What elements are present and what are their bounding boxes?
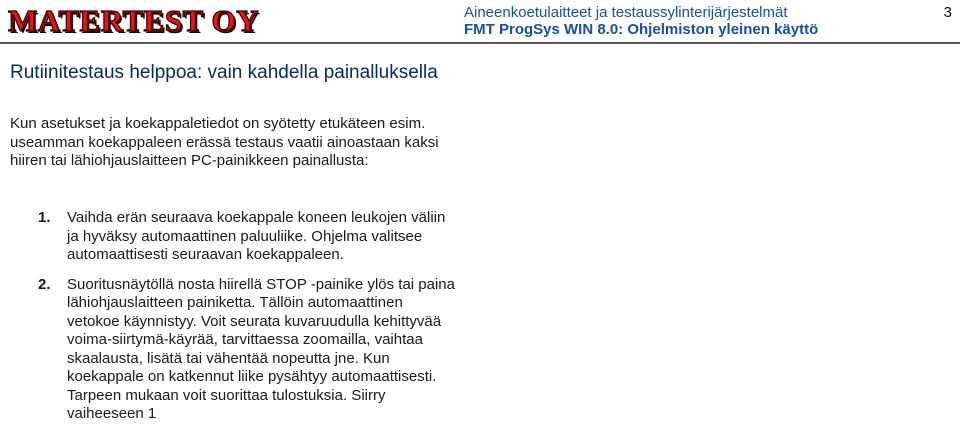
page-number: 3 [943, 4, 952, 21]
step-text: Suoritusnäytöllä nosta hiirellä STOP -painike ylös tai paina lähiohjauslaitteen painiketta. Tällöin automaattinen vetokoe käynnistyy. Voit seurata kuvaruudulla kehittyvää voima-siirtymä-käyrää, tarvittaessa zoomailla, vaihtaa skaalausta, lisätä tai vähentää nopeutta jne. Kun koekappale on katkennut liike pysähtyy automaattisesti. Tarpeen mukaan voit suorittaa tulostuksia. Siirry vaiheeseen 1 [67, 275, 455, 422]
step-text: Vaihda erän seuraava koekappale koneen leukojen väliin ja hyväksy automaattinen paluuliike. Ohjelma valitsee automaattisesti seuraavan koekappaleen. [67, 209, 446, 263]
header-divider [0, 42, 960, 44]
list-item [38, 276, 458, 424]
steps-list [38, 209, 458, 424]
header-line-2: FMT ProgSys WIN 8.0: Ohjelmiston yleinen käyttö [464, 21, 819, 38]
company-logo: MATERTEST OY [8, 3, 259, 38]
slide-title: Rutiinitestaus helppoa: vain kahdella painalluksella [10, 62, 438, 83]
intro-paragraph: Kun asetukset ja koekappaletiedot on syötetty etukäteen esim. useamman koekappaleen erässä testaus vaatii ainoastaan kaksi hiiren tai lähiohjauslaitteen PC-painikkeen painallusta: [10, 115, 439, 169]
step-number: 2. [38, 275, 51, 293]
header-subtitle [464, 4, 818, 38]
step-number: 1. [38, 209, 51, 226]
header-line-1: Aineenkoetulaitteet ja testaussylinterijärjestelmät [464, 4, 788, 21]
list-item [38, 209, 458, 265]
